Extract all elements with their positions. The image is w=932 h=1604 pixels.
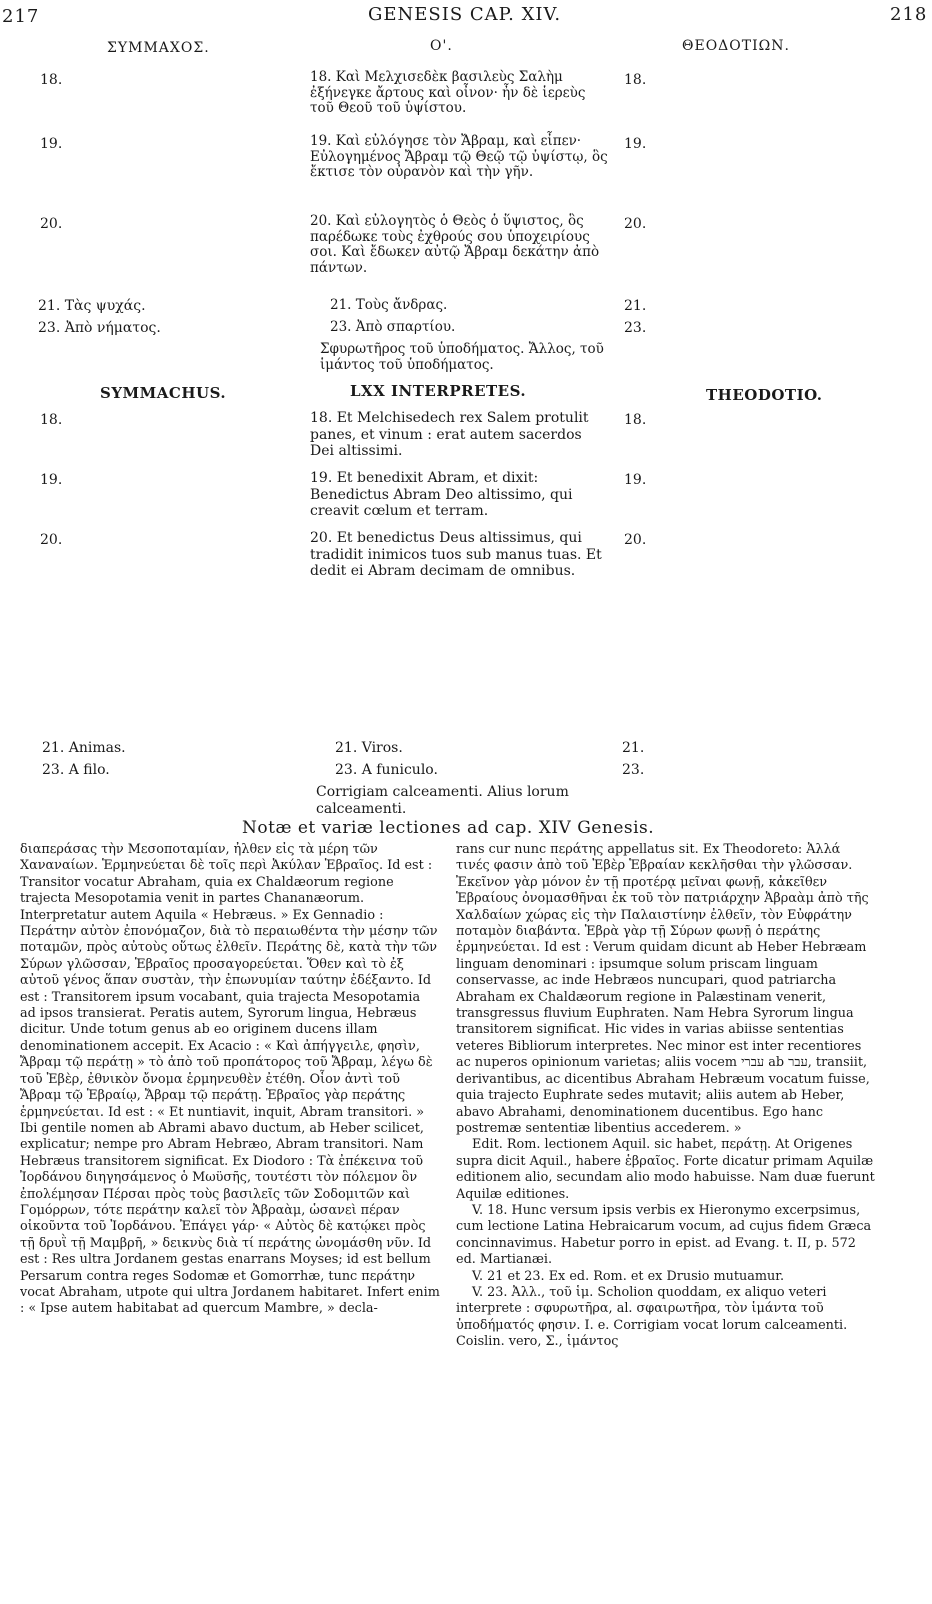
greek-lxx-v20: 20. Καὶ εὐλογητὸς ὁ Θεὸς ὁ ὕψιστος, ὃς παρέδωκε τοὺς ἐχθρούς σου ὑποχειρίους σοι. Καὶ ἔδωκεν αὐτῷ Ἄβραμ δεκάτην ἀπὸ πάντων.	[310, 213, 600, 276]
latin-theodotion-v18: 18.	[624, 412, 647, 428]
latin-symmachus-v23: 23. A filo.	[42, 762, 110, 778]
notes-right-column	[456, 842, 876, 1482]
latin-lxx-v20: 20. Et benedictus Deus altissimus, qui tradidit inimicos tuos sub manus tuas. Et dedit ei Abram decimam de omnibus.	[310, 530, 602, 579]
latin-lxx-v21: 21. Viros.	[335, 740, 403, 756]
latin-theodotion-v23: 23.	[622, 762, 645, 778]
col-heading-symmachus-latin: SYMMACHUS.	[100, 384, 227, 402]
latin-symmachus-v18: 18.	[40, 412, 63, 428]
greek-symmachus-v20: 20.	[40, 216, 63, 232]
latin-lxx-v19: 19. Et benedixit Abram, et dixit: Benedictus Abram Deo altissimo, qui creavit cœlum et terram.	[310, 470, 573, 519]
latin-theodotion-v21: 21.	[622, 740, 645, 756]
latin-symmachus-v20: 20.	[40, 532, 63, 548]
col-heading-lxx-greek: Ο'.	[430, 38, 453, 54]
greek-lxx-v18: 18. Καὶ Μελχισεδὲκ βασιλεὺς Σαλὴμ ἐξήνεγκε ἄρτους καὶ οἶνον· ἦν δὲ ἱερεὺς τοῦ Θεοῦ τοῦ ὑψίστου.	[310, 69, 586, 116]
notes-title: Notæ et variæ lectiones ad cap. XIV Genesis.	[242, 818, 655, 838]
greek-theodotion-v23: 23.	[624, 320, 647, 336]
latin-lxx-note: Corrigiam calceamenti. Alius lorum calceamenti.	[316, 784, 569, 817]
greek-symmachus-v18: 18.	[40, 72, 63, 88]
greek-theodotion-v21: 21.	[624, 298, 647, 314]
latin-theodotion-v20: 20.	[624, 532, 647, 548]
latin-theodotion-v19: 19.	[624, 472, 647, 488]
greek-lxx-v23: 23. Ἀπὸ σπαρτίου.	[330, 319, 456, 335]
greek-theodotion-v20: 20.	[624, 216, 647, 232]
notes-right-paragraph: Edit. Rom. lectionem Aquil. sic habet, περάτῃ. At Origenes supra dicit Aquil., habere ἑβραῖος. Forte dicatur primam Aquilæ editionem alio, secundam alio modo habuisse. Nam duæ fuerunt Aquilæ editiones.	[456, 1137, 875, 1202]
notes-left-paragraph: διαπεράσας τὴν Μεσοποταμίαν, ἦλθεν εἰς τὰ μέρη τῶν Χαναναίων. Ἑρμηνεύεται δὲ τοῖς περὶ Ἀκύλαν Ἑβραῖος. Id est : Transitor vocatur Abraham, quia ex Chaldæorum regione trajecta Mesopotamia venit in partes Chananæorum. Interpretatur autem Aquila « Hebræus. » Ex Gennadio : Περάτην αὐτὸν ἐπονόμαζον, διὰ τὸ περαιωθέντα τὴν μέσην τῶν ποταμῶν, πρὸς αὐτοὺς οὕτως ἐλθεῖν. Περάτης δὲ, κατὰ τὴν τῶν Σύρων γλῶσσαν, Ἑβραῖος προσαγορεύεται. Ὅθεν καὶ τὸ ἐξ αὐτοῦ γένος ἅπαν συστὰν, τὴν ἐπωνυμίαν ταύτην ἐδέξαντο. Id est : Transitorem ipsum vocabant, quia trajecta Mesopotamia ad ipsos transierat. Peratis autem, Syrorum lingua, Hebræus dicitur. Unde totum genus ab eo originem ducens illam denominationem accepit. Ex Acacio : « Καὶ ἀπήγγειλε, φησὶν, Ἄβραμ τῷ περάτῃ » τὸ ἀπὸ τοῦ προπάτορος τοῦ Ἄβραμ, λέγω δὲ τοῦ Ἐβὲρ, ἐθνικὸν ὄνομα ἑρμηνευθὲν ἐτέθη. Οἷον ἀντὶ τοῦ Ἄβραμ τῷ Ἑβραίῳ, Ἄβραμ τῷ περάτῃ. Ἑβραῖος γὰρ περάτης ἑρμηνεύεται. Id est : « Et nuntiavit, inquit, Abram transitori. » Ibi gentile nomen ab Abrami abavo ductum, ab Heber scilicet, explicatur; nempe pro Abram Hebræo, Abram transitori. Nam Hebræus transitorem significat. Ex Diodoro : Τὰ ἐπέκεινα τοῦ Ἰορδάνου διηγησάμενος ὁ Μωϋσῆς, τουτέστι τὸν πόλεμον ὃν ἐπολέμησαν Πέρσαι πρὸς τοὺς βασιλεῖς τῶν Σοδομιτῶν καὶ Γομόρρων, τότε περάτην καλεῖ τὸν Ἀβραὰμ, ὡσανεὶ πέραν οἰκοῦντα τοῦ Ἰορδάνου. Ἐπάγει γάρ· « Αὐτὸς δὲ κατῴκει πρὸς τῇ δρυῒ τῇ Μαμβρῆ, » δεικνὺς διὰ τί περάτης ὠνομάσθη νῦν. Id est : Res ultra Jordanem gestas enarrans Moyses; id est bellum Persarum contra reges Sodomæ et Gomorrhæ, tunc περάτην vocat Abraham, utpote qui ultra Jordanem habitaret. Infert enim : « Ipse autem habitabat ad quercum Mambre, » decla-	[20, 842, 440, 1317]
greek-lxx-v19: 19. Καὶ εὐλόγησε τὸν Ἄβραμ, καὶ εἶπεν· Εὐλογημένος Ἄβραμ τῷ Θεῷ τῷ ὑψίστῳ, ὃς ἔκτισε τὸν οὐρανὸν καὶ τὴν γῆν.	[310, 133, 608, 180]
greek-theodotion-v18: 18.	[624, 72, 647, 88]
notes-right-paragraph: V. 18. Hunc versum ipsis verbis ex Hieronymo excerpsimus, cum lectione Latina Hebraicarum vocum, ad cujus fidem Græca concinnavimus. Habetur porro in epist. ad Evang. t. II, p. 572 ed. Martianæi.	[456, 1202, 872, 1268]
greek-symmachus-v23: 23. Ἀπὸ νήματος.	[38, 320, 161, 336]
latin-symmachus-v21: 21. Animas.	[42, 740, 126, 756]
latin-lxx-v18: 18. Et Melchisedech rex Salem protulit panes, et vinum : erat autem sacerdos Dei altissimi.	[310, 410, 589, 459]
latin-symmachus-v19: 19.	[40, 472, 63, 488]
page-number-right: 218	[890, 4, 928, 25]
greek-theodotion-v19: 19.	[624, 136, 647, 152]
page-number-left: 217	[2, 6, 40, 27]
greek-lxx-note: Σφυρωτῆρος τοῦ ὑποδήματος. Ἄλλος, τοῦ ἱμάντος τοῦ ὑποδήματος.	[320, 341, 604, 373]
col-heading-theodotion-latin: THEODOTIO.	[706, 386, 823, 404]
notes-right-paragraph: V. 21 et 23. Ex ed. Rom. et ex Drusio mutuamur.	[472, 1268, 785, 1284]
latin-lxx-v23: 23. A funiculo.	[335, 762, 438, 778]
greek-symmachus-v21: 21. Τὰς ψυχάς.	[38, 298, 146, 314]
notes-right-paragraph: rans cur nunc περάτης appellatus sit. Ex Theodoreto: Ἀλλά τινές φασιν ἀπὸ τοῦ Ἐβὲρ Ἑβραίαν κεκλῆσθαι τὴν γλῶσσαν. Ἐκεῖνον γὰρ μόνον ἐν τῇ προτέρᾳ μεῖναι φωνῇ, κἀκεῖθεν Ἑβραίους ὀνομασθῆναι ἐκ τοῦ τὸν πατριάρχην Ἀβραὰμ ἀπὸ τῆς Χαλδαίων χώρας εἰς τὴν Παλαιστίνην ἐλθεῖν, τὸν Εὐφράτην ποταμὸν διαβάντα. Ἑβρὰ γὰρ τῇ Σύρων φωνῇ ὁ περάτης ἑρμηνεύεται. Id est : Verum quidam dicunt ab Heber Hebræam linguam denominari : ipsumque solum priscam linguam conservasse, ac inde Hebræos nuncupari, quod patriarcha Abraham ex Chaldæorum regione in Palæstinam venerit, transgressus fluvium Euphraten. Nam Hebra Syrorum lingua transitorem significat. Hic vides in varias abiisse sententias veteres Bibliorum interpretes. Nec minor est inter recentiores ac nuperos opinionum varietas; aliis vocem עברי ab עבר, transiit, derivantibus, ac dicentibus Abraham Hebræum vocatum fuisse, quia trajecto Euphrate sedes mutavit; aliis autem ab Heber, abavo Abrahami, denominationem ducentibus. Ego hanc postremæ sententiæ libentius accederem. »	[456, 842, 870, 1136]
notes-right-paragraph: V. 23. Ἀλλ., τοῦ ἱμ. Scholion quoddam, ex aliquo veteri interprete : σφυρωτῆρα, al. σφαιρωτῆρα, τὸν ἱμάντα τοῦ ὑποδήματός φησιν. I. e. Corrigiam vocat lorum calceamenti. Coislin. vero, Σ., ἱμάντος	[456, 1284, 848, 1350]
greek-lxx-v21: 21. Τοὺς ἄνδρας.	[330, 297, 448, 313]
running-title: GENESIS CAP. XIV.	[368, 4, 562, 25]
col-heading-lxx-latin: LXX INTERPRETES.	[350, 382, 527, 400]
col-heading-theodotion-greek: ΘΕΟΔΟΤΙΩΝ.	[682, 38, 790, 54]
greek-symmachus-v19: 19.	[40, 136, 63, 152]
col-heading-symmachus-greek: ΣΥΜΜΑΧΟΣ.	[107, 40, 210, 56]
notes-left-column	[20, 842, 440, 1492]
